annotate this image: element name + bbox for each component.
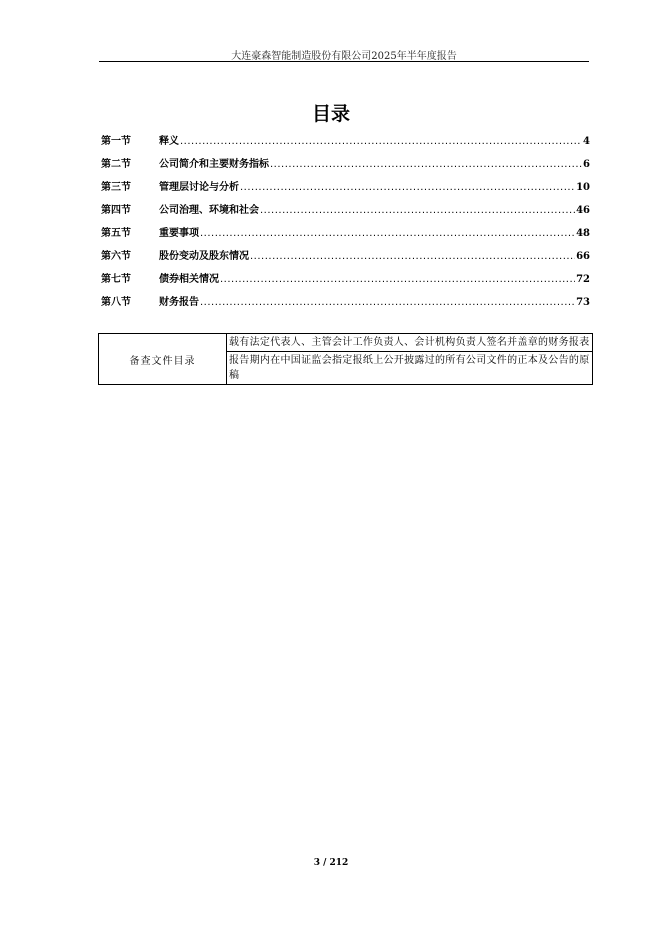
reference-documents-label: 备查文件目录 xyxy=(99,334,227,385)
toc-page-number: 46 xyxy=(576,205,590,216)
toc-section-number: 第八节 xyxy=(101,297,131,308)
toc-page-number: 73 xyxy=(576,297,590,308)
reference-documents-table xyxy=(98,333,593,385)
toc-leader-dots xyxy=(220,274,575,285)
toc-entry[interactable] xyxy=(101,224,590,247)
toc-leader-dots xyxy=(200,228,575,239)
toc-page-number: 72 xyxy=(576,274,590,285)
header-divider xyxy=(99,61,589,62)
toc-leader-dots xyxy=(260,205,575,216)
toc-section-title: 财务报告 xyxy=(159,297,199,308)
toc-section-number: 第二节 xyxy=(101,159,131,170)
toc-section-title: 重要事项 xyxy=(159,228,199,239)
toc-page-number: 66 xyxy=(576,251,590,262)
reference-document-item: 报告期内在中国证监会指定报纸上公开披露过的所有公司文件的正本及公告的原稿 xyxy=(227,352,593,385)
toc-section-title: 股份变动及股东情况 xyxy=(159,251,249,262)
toc-entry[interactable] xyxy=(101,155,590,178)
reference-document-item: 载有法定代表人、主管会计工作负责人、会计机构负责人签名并盖章的财务报表 xyxy=(227,334,593,352)
toc-section-number: 第六节 xyxy=(101,251,131,262)
toc-entry[interactable] xyxy=(101,201,590,224)
toc-section-title: 债券相关情况 xyxy=(159,274,219,285)
toc-section-number: 第四节 xyxy=(101,205,131,216)
toc-entry[interactable] xyxy=(101,132,590,155)
toc-leader-dots xyxy=(250,251,575,262)
toc-section-number: 第五节 xyxy=(101,228,131,239)
toc-section-number: 第三节 xyxy=(101,182,131,193)
toc-entry[interactable] xyxy=(101,247,590,270)
toc-page-number: 4 xyxy=(583,136,590,147)
toc-entry[interactable] xyxy=(101,293,590,316)
toc-leader-dots xyxy=(180,136,582,147)
table-of-contents xyxy=(101,132,590,316)
toc-section-title: 管理层讨论与分析 xyxy=(159,182,239,193)
toc-page-number: 48 xyxy=(576,228,590,239)
table-row xyxy=(99,334,593,352)
toc-title: 目录 xyxy=(311,103,350,125)
toc-section-number: 第七节 xyxy=(101,274,131,285)
toc-section-title: 公司治理、环境和社会 xyxy=(159,205,259,216)
toc-page-number: 6 xyxy=(583,159,590,170)
toc-entry[interactable] xyxy=(101,178,590,201)
toc-page-number: 10 xyxy=(576,182,590,193)
toc-leader-dots xyxy=(200,297,575,308)
toc-leader-dots xyxy=(240,182,575,193)
page-indicator: 3 / 212 xyxy=(313,858,349,868)
toc-entry[interactable] xyxy=(101,270,590,293)
toc-section-number: 第一节 xyxy=(101,136,131,147)
toc-section-title: 公司简介和主要财务指标 xyxy=(159,159,269,170)
toc-section-title: 释义 xyxy=(159,136,179,147)
running-header: 大连豪森智能制造股份有限公司2025年半年度报告 xyxy=(231,51,457,62)
toc-leader-dots xyxy=(270,159,582,170)
